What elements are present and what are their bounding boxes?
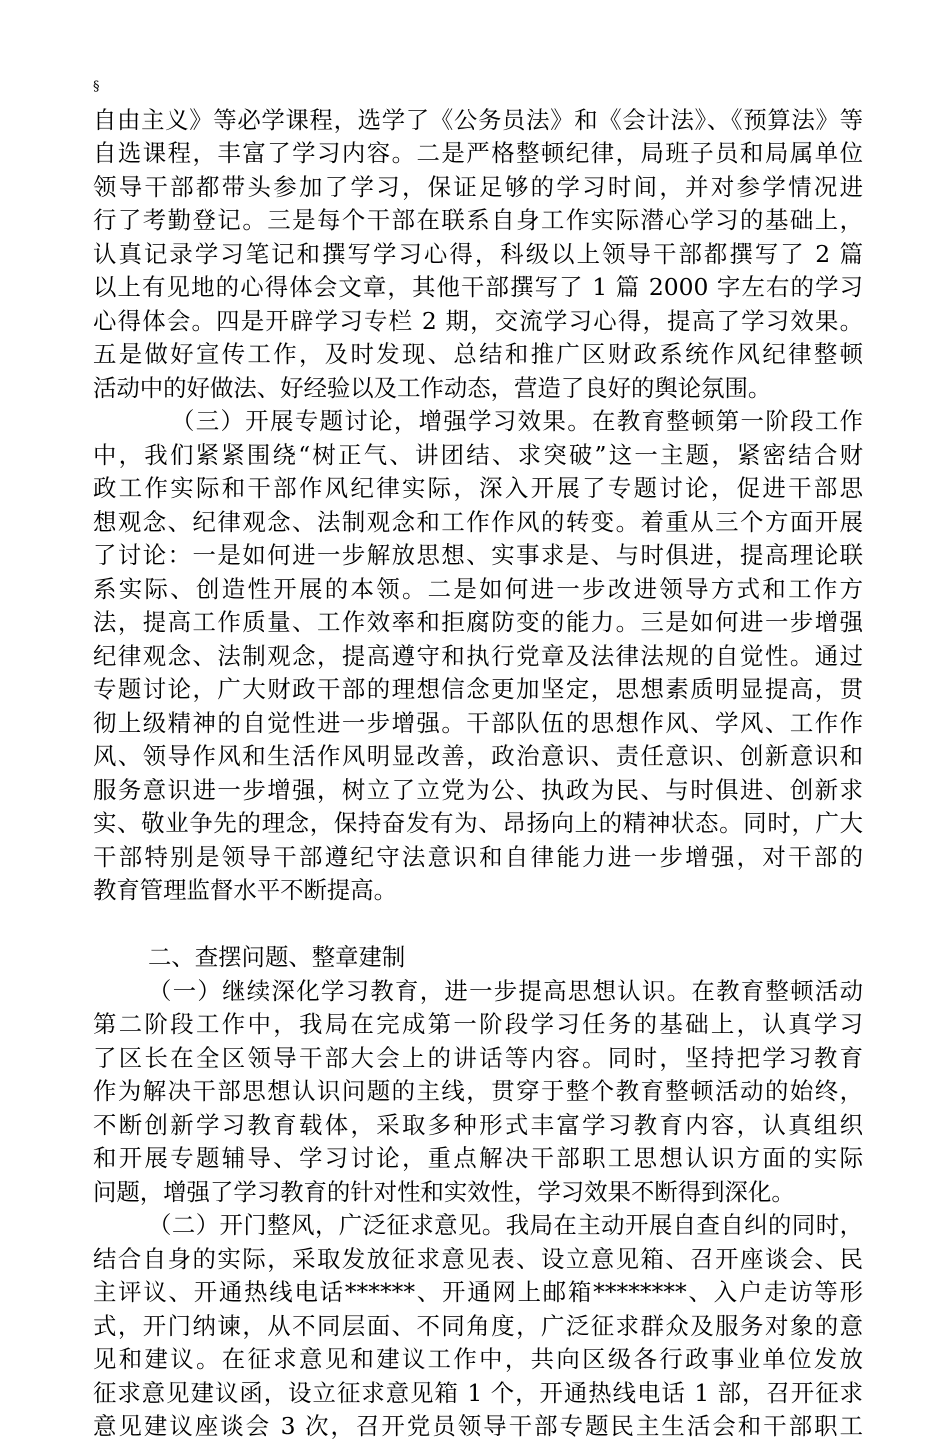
heading-text: 二、查摆问题、整章建制 [148,943,406,971]
text-line: 系实际、创造性开展的本领。二是如何进一步改进领导方式和工作方 [93,574,863,603]
text-line: 认真记录学习笔记和撰写学习心得，科级以上领导干部都撰写了 2 篇 [93,239,863,268]
text-line: 作为解决干部思想认识问题的主线，贯穿于整个教育整顿活动的始终， [93,1077,863,1105]
text-line: 自选课程，丰富了学习内容。二是严格整顿纪律，局班子员和局属单位 [93,139,863,167]
text-line: 彻上级精神的自觉性进一步增强。干部队伍的思想作风、学风、工作作 [93,708,863,737]
paragraph-deepen-study [93,975,863,1210]
text-line: 中，我们紧紧围绕“树正气、讲团结、求突破”这一主题，紧密结合财 [93,440,863,469]
paragraph-topic-discussion [93,405,863,908]
section-heading [93,941,863,975]
paragraph-study-courses [93,104,863,406]
text-line: 领导干部都带头参加了学习，保证足够的学习时间，并对参学情况进 [93,172,863,201]
text-line: 实、敬业争先的理念，保持奋发有为、昂扬向上的精神状态。同时，广大 [93,809,863,837]
text-line: 教育管理监督水平不断提高。 [93,876,398,904]
text-line: 心得体会。四是开辟学习专栏 2 期，交流学习心得，提高了学习效果。 [93,306,863,335]
text-line: （三）开展专题讨论，增强学习效果。在教育整顿第一阶段工作 [171,407,863,435]
paragraph-gap [93,908,863,942]
text-line: 不断创新学习教育载体，采取多种形式丰富学习教育内容，认真组织 [93,1110,863,1139]
text-line: 服务意识进一步增强，树立了立党为公、执政为民、与时俱进、创新求 [93,775,863,804]
text-line: 想观念、纪律观念、法制观念和工作作风的转变。着重从三个方面开展 [93,507,863,536]
text-line: 行了考勤登记。三是每个干部在联系自身工作实际潜心学习的基础上， [93,206,863,234]
paragraph-solicit-opinions [93,1209,863,1444]
text-line: （一）继续深化学习教育，进一步提高思想认识。在教育整顿活动 [148,976,863,1005]
text-line: 政工作实际和干部作风纪律实际，深入开展了专题讨论，促进干部思 [93,474,863,502]
text-line: 了区长在全区领导干部大会上的讲话等内容。同时，坚持把学习教育 [93,1043,863,1072]
text-line: 征求意见建议函，设立征求意见箱 1 个，开通热线电话 1 部，召开征求 [93,1378,863,1407]
text-line: 见和建议。在征求意见和建议工作中，共向区级各行政事业单位发放 [93,1345,863,1373]
text-line: 干部特别是领导干部遵纪守法意识和自律能力进一步增强，对干部的 [93,842,863,871]
text-line: 了讨论：一是如何进一步解放思想、实事求是、与时俱进，提高理论联 [93,541,863,569]
text-line: 自由主义》等必学课程，选学了《公务员法》和《会计法》、《预算法》等 [93,105,863,134]
text-line: 五是做好宣传工作，及时发现、总结和推广区财政系统作风纪律整顿 [93,340,863,368]
text-line: 和开展专题辅导、学习讨论，重点解决干部职工思想认识方面的实际 [93,1144,863,1172]
text-line: 主评议、开通热线电话******、开通网上邮箱********、入户走访等形 [93,1278,863,1306]
text-line: 以上有见地的心得体会文章，其他干部撰写了 1 篇 2000 字左右的学习 [93,273,863,301]
text-line: 结合自身的实际，采取发放征求意见表、设立意见箱、召开座谈会、民 [93,1244,863,1273]
section-mark: § [93,79,100,94]
text-line: 式，开门纳谏，从不同层面、不同角度，广泛征求群众及服务对象的意 [93,1311,863,1340]
text-line: （二）开门整风，广泛征求意见。我局在主动开展自查自纠的同时， [148,1211,863,1239]
text-line: 问题，增强了学习教育的针对性和实效性，学习效果不断得到深化。 [93,1177,795,1206]
text-line: 纪律观念、法制观念，提高遵守和执行党章及法律法规的自觉性。通过 [93,641,863,670]
text-line: 专题讨论，广大财政干部的理想信念更加坚定，思想素质明显提高，贯 [93,675,863,703]
text-line: 第二阶段工作中，我局在完成第一阶段学习任务的基础上，认真学习 [93,1010,863,1038]
text-line: 风、领导作风和生活作风明显改善，政治意识、责任意识、创新意识和 [93,742,863,770]
document-body [93,70,863,1444]
text-line: 活动中的好做法、好经验以及工作动态，营造了良好的舆论氛围。 [93,373,772,402]
text-line: 法，提高工作质量、工作效率和拒腐防变的能力。三是如何进一步增强 [93,608,863,636]
text-line: 意见建议座谈会 3 次，召开党员领导干部专题民主生活会和干部职工 [93,1412,863,1440]
